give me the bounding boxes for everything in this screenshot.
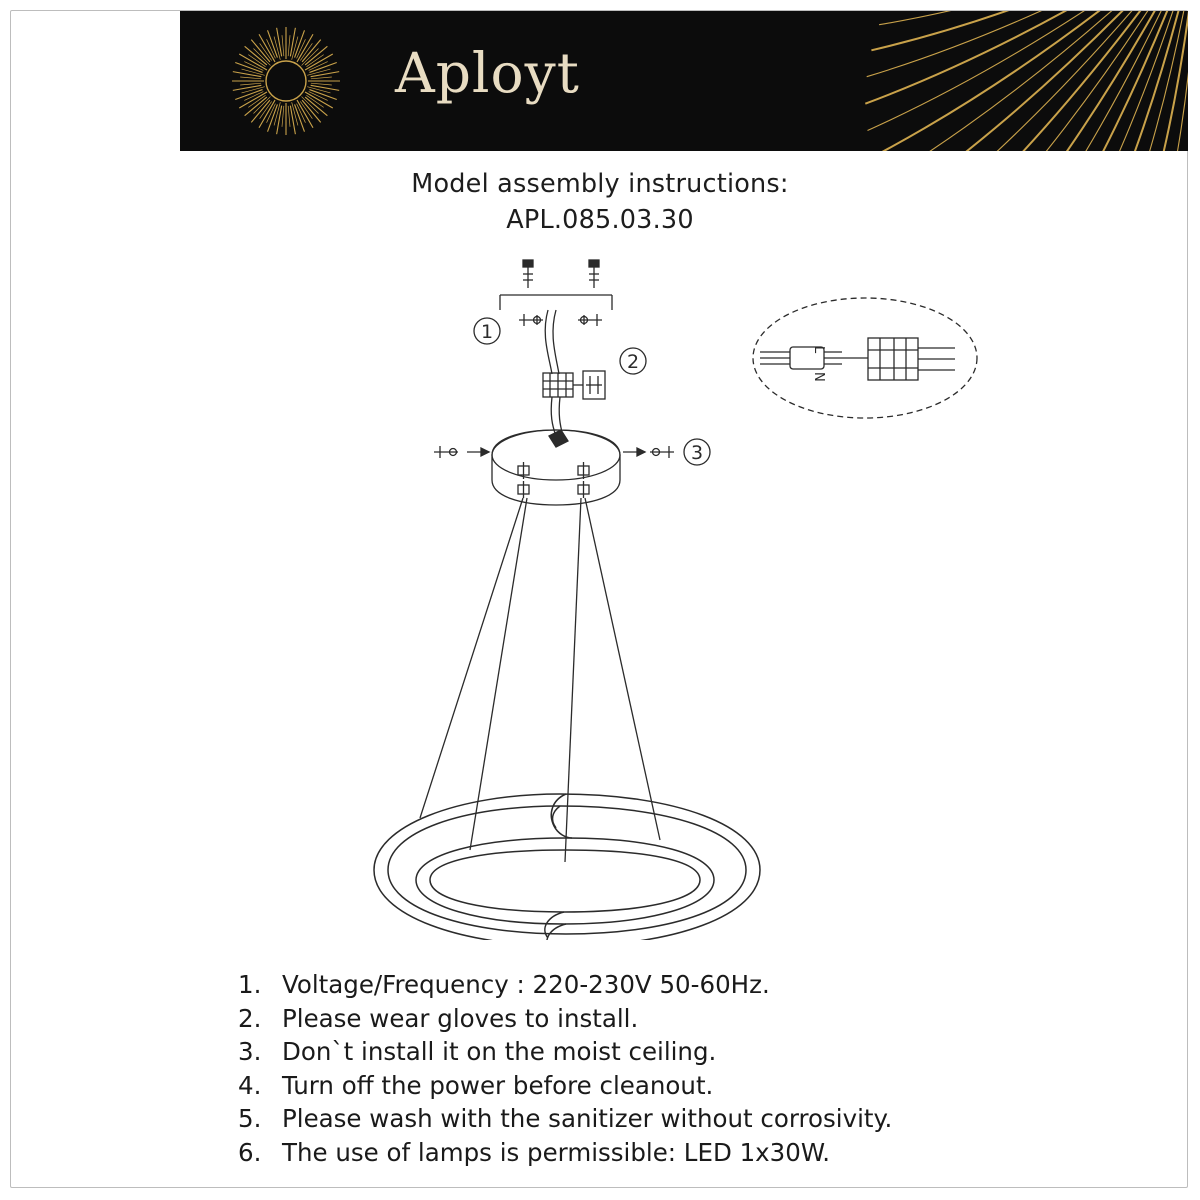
ray-fan-decoration-icon <box>768 11 1188 151</box>
note-text: Please wash with the sanitizer without corrosivity. <box>282 1104 893 1133</box>
instruction-notes <box>238 968 1098 1169</box>
page-title <box>0 166 1200 238</box>
sunburst-logo-icon <box>230 25 342 137</box>
svg-text:3: 3 <box>690 442 704 464</box>
note-item <box>238 1002 1098 1036</box>
brand-name: Aployt <box>395 41 580 105</box>
wiring-detail-ellipse <box>753 298 977 418</box>
step-callout-1 <box>474 318 500 344</box>
title-line-2: APL.085.03.30 <box>506 205 694 235</box>
note-item <box>238 1136 1098 1170</box>
note-item <box>238 968 1098 1002</box>
svg-text:1: 1 <box>480 321 494 343</box>
note-number: 1. <box>238 970 262 999</box>
note-text: Please wear gloves to install. <box>282 1003 639 1033</box>
note-text: Don`t install it on the moist ceiling. <box>282 1037 717 1066</box>
note-number: 5. <box>238 1104 262 1133</box>
note-item <box>238 1069 1098 1103</box>
assembly-diagram <box>0 240 1200 940</box>
svg-text:2: 2 <box>626 351 640 373</box>
wiring-label-N: N <box>811 372 826 382</box>
note-text: The use of lamps is permissible: LED 1x30W. <box>282 1137 831 1167</box>
note-item <box>238 1102 1098 1136</box>
note-text: Turn off the power before cleanout. <box>282 1070 714 1100</box>
note-number: 6. <box>238 1137 262 1167</box>
canopy-cover-mount <box>434 430 674 505</box>
note-text: Voltage/Frequency : 220-230V 50-60Hz. <box>282 970 770 999</box>
note-number: 4. <box>238 1070 262 1100</box>
note-number: 2. <box>238 1003 262 1033</box>
step-callout-3 <box>684 439 710 465</box>
suspension-cables <box>420 498 660 862</box>
terminal-connector-block <box>543 371 605 399</box>
note-item <box>238 1035 1098 1069</box>
title-line-1: Model assembly instructions: <box>411 169 789 199</box>
step-callout-2 <box>620 348 646 374</box>
wiring-label-L: L <box>811 346 826 354</box>
brand-header <box>180 11 1188 151</box>
note-number: 3. <box>238 1037 262 1066</box>
ceiling-bracket-with-screws <box>500 260 612 326</box>
